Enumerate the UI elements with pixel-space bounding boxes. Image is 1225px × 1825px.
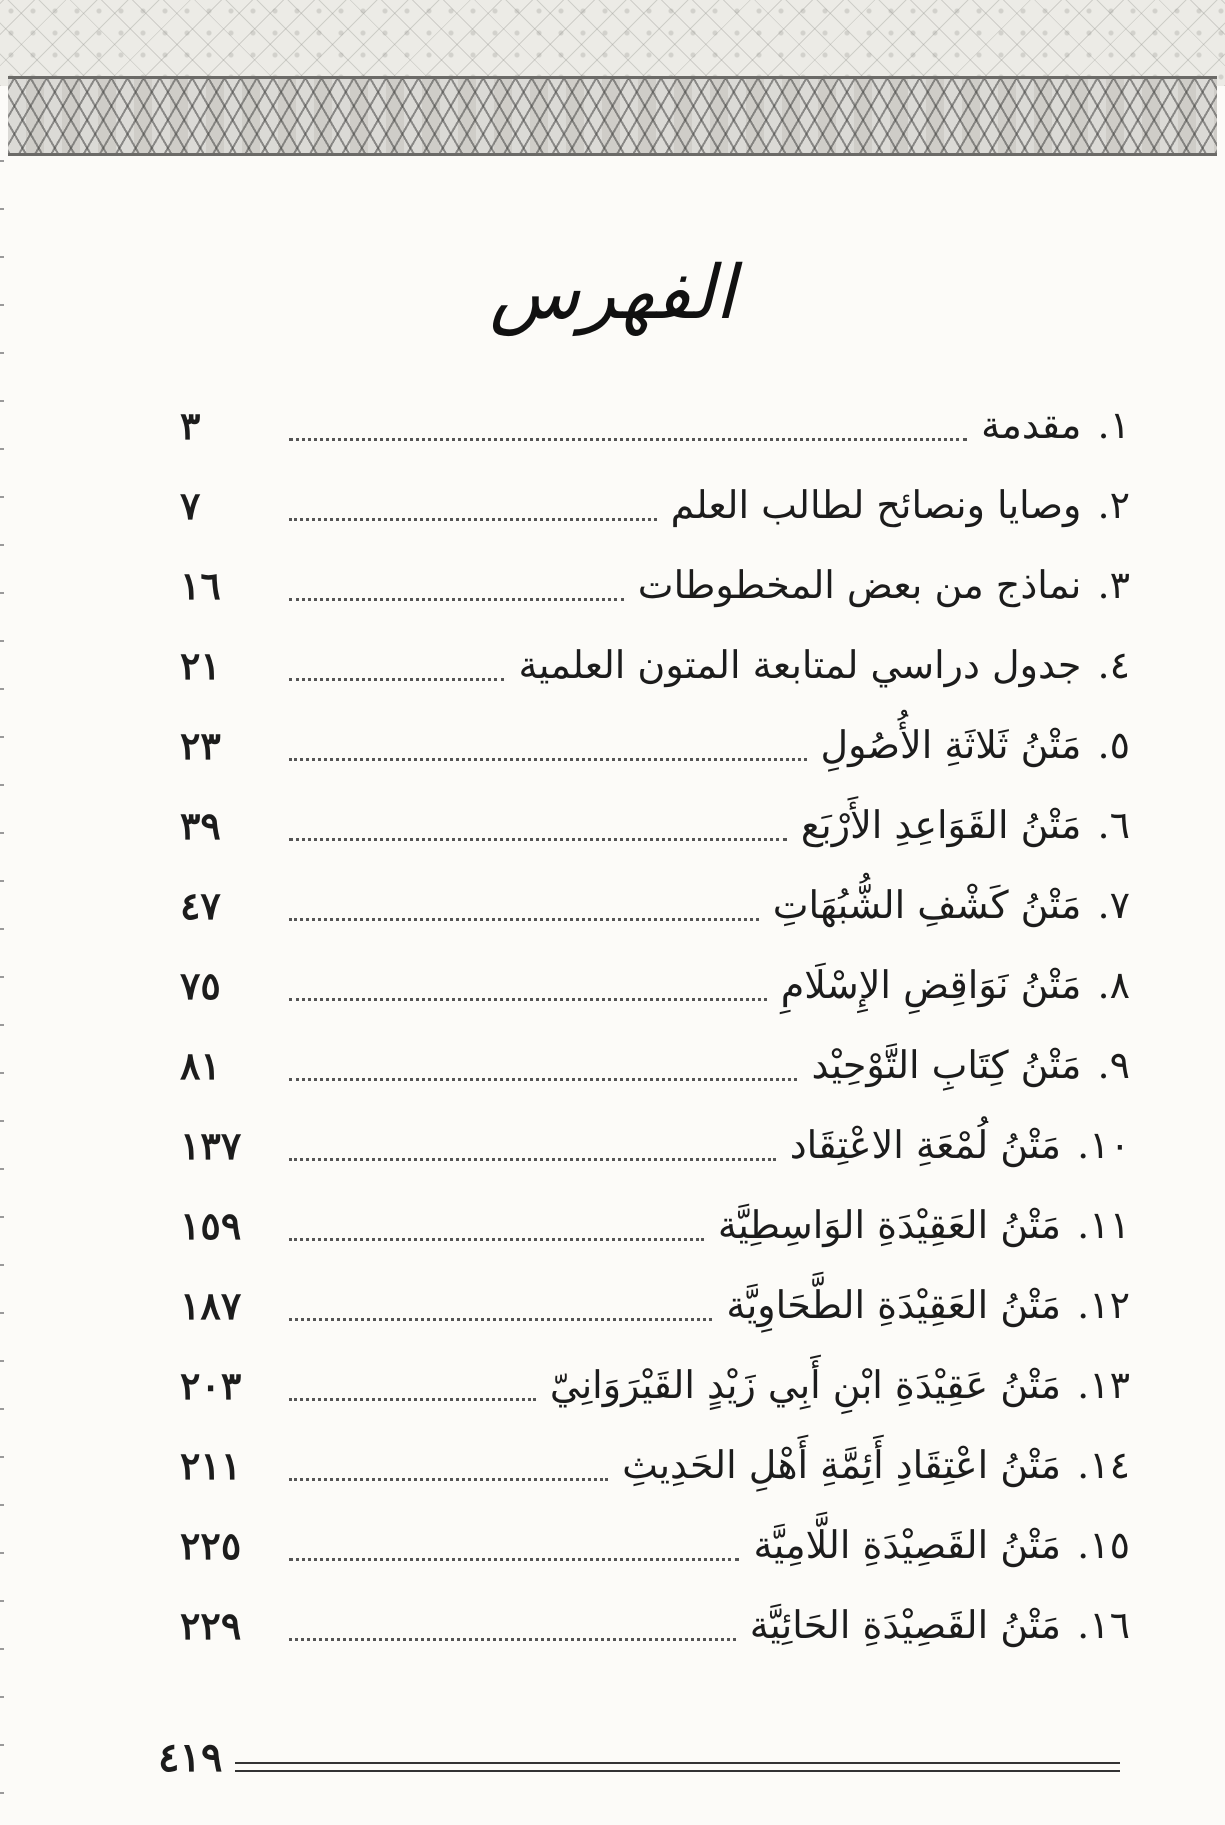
dot-leader <box>289 518 657 521</box>
toc-entry-number: ١١. <box>1077 1203 1130 1247</box>
dot-leader <box>289 1238 704 1241</box>
dot-leader <box>289 1478 608 1481</box>
dot-leader <box>289 1638 736 1641</box>
toc-entry-title <box>801 803 1130 847</box>
dot-leader <box>289 838 787 841</box>
dot-leader <box>289 1318 712 1321</box>
toc-entry <box>180 705 1130 785</box>
toc-entry-page: ٧٥ <box>180 962 221 1008</box>
toc-entry-text: مَتْنُ كِتَابِ التَّوْحِيْد <box>811 1043 1082 1087</box>
toc-entry <box>180 1185 1130 1265</box>
toc-entry-page: ١٨٧ <box>180 1282 242 1328</box>
toc-entry-title <box>753 1523 1130 1567</box>
toc-entry-text: مَتْنُ ثَلاثَةِ الأُصُولِ <box>820 723 1082 767</box>
toc-entry-text: مَتْنُ اعْتِقَادِ أَئِمَّةِ أَهْلِ الحَدِيثِ <box>622 1443 1061 1487</box>
toc-entry <box>180 1585 1130 1665</box>
toc-entry-text: نماذج من بعض المخطوطات <box>637 563 1082 607</box>
toc-entry-number: ٣. <box>1097 563 1130 607</box>
toc-entry-title <box>638 563 1130 607</box>
toc-entry-title <box>790 1123 1130 1167</box>
toc-entry-number: ١٥. <box>1077 1523 1130 1567</box>
dot-leader <box>289 678 504 681</box>
toc-entry-text: وصايا ونصائح لطالب العلم <box>670 483 1082 527</box>
toc-entry <box>180 1105 1130 1185</box>
toc-entry <box>180 785 1130 865</box>
toc-entry <box>180 625 1130 705</box>
toc-entry-page: ١٥٩ <box>180 1202 242 1248</box>
dot-leader <box>289 1158 776 1161</box>
decorative-top-pattern <box>0 0 1225 86</box>
toc-entry <box>180 865 1130 945</box>
margin-dots <box>0 160 4 1825</box>
toc-entry-title <box>718 1203 1130 1247</box>
footer-rule <box>235 1762 1120 1772</box>
toc-entry-page: ٨١ <box>180 1042 221 1088</box>
toc-entry-page: ٣٩ <box>180 802 221 848</box>
toc-entry-text: مَتْنُ القَوَاعِدِ الأَرْبَع <box>800 803 1082 847</box>
dot-leader <box>289 918 759 921</box>
toc-entry-title <box>518 643 1130 687</box>
dot-leader <box>289 1398 536 1401</box>
toc-entry <box>180 385 1130 465</box>
toc-entry <box>180 945 1130 1025</box>
toc-entry-text: مَتْنُ كَشْفِ الشُّبُهَاتِ <box>772 883 1082 927</box>
toc-entry-number: ٥. <box>1097 723 1130 767</box>
page-title: الفهرس <box>489 250 736 336</box>
toc-entry-text: مَتْنُ العَقِيْدَةِ الوَاسِطِيَّة <box>717 1203 1061 1247</box>
toc-entry-text: مَتْنُ لُمْعَةِ الاعْتِقَاد <box>789 1123 1061 1167</box>
toc-entry <box>180 1025 1130 1105</box>
toc-entry-page: ٣ <box>180 402 201 448</box>
toc-entry-page: ٢١١ <box>180 1442 242 1488</box>
page-number: ٤١٩ <box>158 1734 223 1781</box>
toc-entry-text: مقدمة <box>981 403 1082 447</box>
toc-entry-text: مَتْنُ عَقِيْدَةِ ابْنِ أَبِي زَيْدٍ القَيْرَوَانِيّ <box>549 1363 1061 1407</box>
toc-entry-title <box>781 963 1130 1007</box>
toc-entry-title <box>726 1283 1130 1327</box>
toc-entry-page: ٧ <box>180 482 201 528</box>
toc-entry-number: ٦. <box>1097 803 1130 847</box>
toc-entry-number: ١٤. <box>1077 1443 1130 1487</box>
dot-leader <box>289 1558 739 1561</box>
toc-entry-page: ٢٠٣ <box>180 1362 242 1408</box>
dot-leader <box>289 1078 797 1081</box>
toc-entry-number: ١٣. <box>1077 1363 1130 1407</box>
toc-entry-text: مَتْنُ القَصِيْدَةِ الحَائِيَّة <box>749 1603 1061 1647</box>
toc-entry-text: مَتْنُ العَقِيْدَةِ الطَّحَاوِيَّة <box>726 1283 1061 1327</box>
toc-entry-page: ٤٧ <box>180 882 221 928</box>
toc-entry-page: ٢٢٩ <box>180 1602 242 1648</box>
dot-leader <box>289 998 767 1001</box>
toc-entry-number: ٤. <box>1097 643 1130 687</box>
toc-entry-number: ٨. <box>1097 963 1130 1007</box>
toc-entry-title <box>750 1603 1130 1647</box>
toc-entry <box>180 465 1130 545</box>
toc-entry-text: مَتْنُ القَصِيْدَةِ اللَّامِيَّة <box>753 1523 1061 1567</box>
toc-entry-page: ١٦ <box>180 562 221 608</box>
toc-entry-page: ١٣٧ <box>180 1122 242 1168</box>
toc-entry-page: ٢٣ <box>180 722 221 768</box>
toc-entry-number: ١٠. <box>1077 1123 1130 1167</box>
toc-entry <box>180 1505 1130 1585</box>
toc-entry <box>180 1425 1130 1505</box>
decorative-header-band <box>8 76 1217 156</box>
toc-entry-title <box>671 483 1130 527</box>
toc-entry-title <box>622 1443 1130 1487</box>
toc-entry-number: ١. <box>1097 403 1130 447</box>
toc-entry-page: ٢٢٥ <box>180 1522 242 1568</box>
toc-entry-number: ٢. <box>1097 483 1130 527</box>
toc-entry-number: ٧. <box>1097 883 1130 927</box>
toc-entry-number: ٩. <box>1097 1043 1130 1087</box>
dot-leader <box>289 438 967 441</box>
toc-entry <box>180 1265 1130 1345</box>
toc-entry-title <box>981 403 1130 447</box>
toc-entry <box>180 545 1130 625</box>
dot-leader <box>289 758 807 761</box>
toc-entry-number: ١٦. <box>1077 1603 1130 1647</box>
toc-entry-text: مَتْنُ نَوَاقِضِ الإِسْلَامِ <box>780 963 1082 1007</box>
toc-entry-title <box>821 723 1130 767</box>
toc-entry-text: جدول دراسي لمتابعة المتون العلمية <box>518 643 1082 687</box>
table-of-contents <box>180 385 1130 1665</box>
toc-entry-title <box>773 883 1130 927</box>
toc-entry <box>180 1345 1130 1425</box>
toc-entry-number: ١٢. <box>1077 1283 1130 1327</box>
toc-entry-title <box>811 1043 1130 1087</box>
toc-entry-page: ٢١ <box>180 642 221 688</box>
dot-leader <box>289 598 624 601</box>
toc-entry-title <box>550 1363 1130 1407</box>
